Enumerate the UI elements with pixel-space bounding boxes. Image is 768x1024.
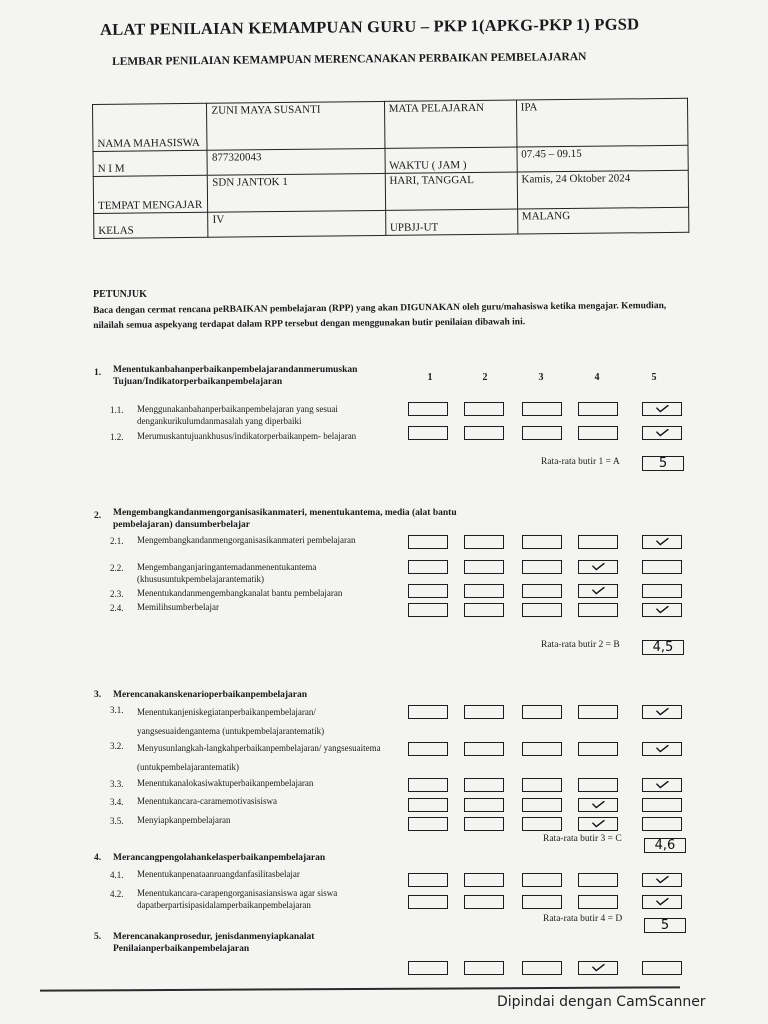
item-3-5-text: Menyiapkanpembelajaran [137, 815, 231, 825]
item-3-2-text: Menyusunlangkah-langkahperbaikanpembelajaran/ yangsesuaitema (untukpembelajarantematik) [137, 743, 381, 772]
rating-box-s3-i1-score-3[interactable] [522, 705, 562, 719]
rating-box-s3-i2-score-2[interactable] [464, 742, 504, 756]
camscanner-watermark: Dipindai dengan CamScanner [497, 994, 706, 1010]
section-5-number: 5. [94, 932, 102, 942]
rating-box-s3-i5-score-3[interactable] [522, 817, 562, 831]
section-4-title: Merancangpengolahankelasperbaikanpembelajaran [113, 853, 326, 863]
rating-box-s4-i1-score-5[interactable] [642, 873, 682, 887]
rating-box-s2-i3-score-1[interactable] [408, 584, 448, 598]
rating-box-s5-i1-score-5[interactable] [642, 961, 682, 975]
rating-box-s1-i2-score-4[interactable] [578, 426, 618, 440]
item-1-2-number: 1.2. [110, 432, 124, 442]
rating-box-s2-i4-score-4[interactable] [578, 603, 618, 617]
checkmark-icon [643, 706, 681, 718]
nim-label: N I M [93, 150, 208, 176]
rating-box-s3-i2-score-5[interactable] [642, 742, 682, 756]
item-3-4-number: 3.4. [110, 797, 124, 807]
scale-label-5: 5 [651, 372, 657, 383]
rating-box-s3-i4-score-4[interactable] [578, 798, 618, 812]
rating-box-s2-i3-score-2[interactable] [464, 584, 504, 598]
checkmark-icon [643, 403, 681, 415]
document-subtitle: LEMBAR PENILAIAN KEMAMPUAN MERENCANAKAN PERBAIKAN PEMBELAJARAN [112, 51, 587, 68]
waktu-label: WAKTU ( JAM ) [385, 147, 517, 173]
rating-box-s1-i1-score-3[interactable] [522, 402, 562, 416]
rating-box-s4-i2-score-5[interactable] [642, 895, 682, 909]
rating-box-s5-i1-score-1[interactable] [408, 961, 448, 975]
rating-box-s4-i1-score-3[interactable] [522, 873, 562, 887]
tempat-value: SDN JANTOK 1 [208, 173, 386, 212]
section-1-title: Menentukanbahanperbaikanpembelajarandanmerumuskan Tujuan/Indikatorperbaikanpembelajaran [113, 365, 358, 387]
item-2-2-number: 2.2. [110, 563, 124, 573]
item-2-2-text: Mengembanganjaringantemadanmenentukantema (khususuntukpembelajarantematik) [137, 562, 317, 584]
rating-box-s1-i1-score-5[interactable] [642, 402, 682, 416]
kelas-value: IV [208, 210, 385, 237]
section-1-average-value: 5 [642, 456, 684, 471]
item-1-1-number: 1.1. [110, 405, 124, 415]
rating-box-s2-i1-score-5[interactable] [642, 535, 682, 549]
rating-box-s1-i1-score-2[interactable] [464, 402, 504, 416]
rating-box-s4-i2-score-3[interactable] [522, 895, 562, 909]
item-1-1-text: Menggunakanbahanperbaikanpembelajaran yang sesuai dengankurikulumdanmasalah yang diperbaiki [137, 404, 338, 426]
section-2-average-value: 4,5 [642, 640, 684, 655]
section-5-title: Merencanakanprosedur, jenisdanmenyiapkanalat Penilaianperbaikanpembelajaran [113, 932, 315, 954]
checkmark-icon [643, 896, 681, 908]
rating-box-s2-i2-score-5[interactable] [642, 560, 682, 574]
rating-box-s3-i3-score-1[interactable] [408, 778, 448, 792]
rating-box-s3-i2-score-4[interactable] [578, 742, 618, 756]
kelas-label: KELAS [94, 212, 209, 238]
scale-label-1: 1 [427, 372, 433, 383]
section-3-average-value: 4,6 [644, 838, 686, 853]
item-3-3-number: 3.3. [110, 779, 124, 789]
rating-box-s3-i1-score-5[interactable] [642, 705, 682, 719]
rating-box-s1-i2-score-2[interactable] [464, 426, 504, 440]
checkmark-icon [579, 585, 617, 597]
rating-box-s1-i2-score-3[interactable] [522, 426, 562, 440]
nama-label: NAMA MAHASISWA [93, 103, 208, 151]
item-3-1-number: 3.1. [110, 705, 124, 715]
tempat-label: TEMPAT MENGAJAR [93, 175, 208, 213]
rating-box-s4-i1-score-4[interactable] [578, 873, 618, 887]
checkmark-icon [643, 536, 681, 548]
rating-box-s2-i2-score-1[interactable] [408, 560, 448, 574]
nim-value: 877320043 [207, 148, 384, 175]
checkmark-icon [643, 604, 681, 616]
rating-box-s1-i1-score-4[interactable] [578, 402, 618, 416]
rating-box-s2-i3-score-5[interactable] [642, 584, 682, 598]
rating-box-s3-i5-score-5[interactable] [642, 817, 682, 831]
scale-label-4: 4 [594, 372, 600, 383]
identity-table [92, 98, 689, 239]
rating-box-s3-i2-score-3[interactable] [522, 742, 562, 756]
rating-box-s4-i1-score-2[interactable] [464, 873, 504, 887]
scan-edge-line [40, 986, 680, 991]
scale-label-2: 2 [482, 372, 488, 383]
checkmark-icon [579, 818, 617, 830]
item-2-1-number: 2.1. [110, 536, 124, 546]
checkmark-icon [643, 427, 681, 439]
item-3-5-number: 3.5. [110, 816, 124, 826]
rating-box-s5-i1-score-3[interactable] [522, 961, 562, 975]
item-3-4-text: Menentukancara-caramemotivasisiswa [137, 796, 277, 806]
nama-value: ZUNI MAYA SUSANTI [207, 101, 385, 150]
section-3-number: 3. [94, 690, 102, 700]
section-3-title: Merencanakanskenarioperbaikanpembelajaran [113, 690, 308, 700]
mapel-label: MATA PELAJARAN [384, 100, 517, 148]
rating-box-s3-i1-score-1[interactable] [408, 705, 448, 719]
rating-box-s2-i1-score-3[interactable] [522, 535, 562, 549]
rating-box-s3-i1-score-4[interactable] [578, 705, 618, 719]
section-4-average-value: 5 [644, 918, 686, 933]
item-3-2-number: 3.2. [110, 741, 124, 751]
item-2-4-number: 2.4. [110, 603, 124, 613]
rating-box-s3-i3-score-2[interactable] [464, 778, 504, 792]
rating-box-s3-i4-score-5[interactable] [642, 798, 682, 812]
item-1-2-text: Merumuskantujuankhusus/indikatorperbaikanpem- belajaran [137, 431, 357, 441]
item-4-1-number: 4.1. [110, 870, 124, 880]
item-3-1-text: Menentukanjeniskegiatanperbaikanpembelajaran/ yangsesuaidengantema (untukpembelajarantematik) [137, 707, 325, 736]
section-4-average-label: Rata-rata butir 4 = D [543, 914, 623, 924]
rating-box-s2-i2-score-2[interactable] [464, 560, 504, 574]
rating-box-s3-i4-score-3[interactable] [522, 798, 562, 812]
item-4-1-text: Menentukanpenataanruangdanfasilitasbelajar [137, 869, 300, 879]
section-4-number: 4. [94, 853, 102, 863]
item-4-2-text: Menentukancara-carapengorganisasiansiswa agar siswa dapatberpartisipasidalamperbaikanpembelajaran [137, 888, 338, 910]
rating-box-s4-i1-score-1[interactable] [408, 873, 448, 887]
item-4-2-number: 4.2. [110, 889, 124, 899]
checkmark-icon [579, 799, 617, 811]
item-2-4-text: Memilihsumberbelajar [137, 602, 219, 612]
document-title: ALAT PENILAIAN KEMAMPUAN GURU – PKP 1(APKG-PKP 1) PGSD [100, 14, 640, 39]
rating-box-s2-i3-score-4[interactable] [578, 584, 618, 598]
rating-box-s4-i2-score-2[interactable] [464, 895, 504, 909]
section-1-number: 1. [94, 368, 102, 378]
waktu-value: 07.45 – 09.15 [517, 145, 689, 172]
section-2-number: 2. [94, 511, 102, 521]
rating-box-s3-i3-score-3[interactable] [522, 778, 562, 792]
section-1-average-label: Rata-rata butir 1 = A [541, 457, 620, 467]
rating-box-s2-i2-score-3[interactable] [522, 560, 562, 574]
rating-box-s2-i2-score-4[interactable] [578, 560, 618, 574]
rating-box-s3-i5-score-2[interactable] [464, 817, 504, 831]
hari-label: HARI, TANGGAL [385, 172, 517, 210]
rating-box-s2-i4-score-1[interactable] [408, 603, 448, 617]
rating-box-s3-i5-score-1[interactable] [408, 817, 448, 831]
hari-value: Kamis, 24 Oktober 2024 [517, 170, 689, 209]
checkmark-icon [643, 743, 681, 755]
rating-box-s2-i4-score-3[interactable] [522, 603, 562, 617]
item-2-3-number: 2.3. [110, 589, 124, 599]
rating-box-s2-i1-score-2[interactable] [464, 535, 504, 549]
petunjuk-heading: PETUNJUK [93, 289, 147, 300]
rating-box-s3-i3-score-5[interactable] [642, 778, 682, 792]
rating-box-s1-i2-score-1[interactable] [408, 426, 448, 440]
petunjuk-text: Baca dengan cermat rencana peRBAIKAN pembelajaran (RPP) yang akan DIGUNAKAN oleh guru/mahasiswa ketika mengajar. Kemudian, nilailah semua aspekyang terdapat dalam RPP tersebut dengan menggunakan butir penilaian dibawah ini. [93, 300, 667, 331]
rating-box-s5-i1-score-4[interactable] [578, 961, 618, 975]
item-2-3-text: Menentukandanmengembangkanalat bantu pembelajaran [137, 588, 343, 598]
rating-box-s4-i2-score-1[interactable] [408, 895, 448, 909]
rating-box-s2-i4-score-2[interactable] [464, 603, 504, 617]
checkmark-icon [643, 779, 681, 791]
rating-box-s1-i1-score-1[interactable] [408, 402, 448, 416]
upbjj-label: UPBJJ-UT [385, 209, 517, 235]
rating-box-s2-i1-score-1[interactable] [408, 535, 448, 549]
rating-box-s2-i1-score-4[interactable] [578, 535, 618, 549]
rating-box-s3-i4-score-2[interactable] [464, 798, 504, 812]
checkmark-icon [643, 874, 681, 886]
rating-box-s3-i3-score-4[interactable] [578, 778, 618, 792]
section-3-average-label: Rata-rata butir 3 = C [543, 834, 622, 844]
upbjj-value: MALANG [517, 207, 689, 234]
rating-box-s3-i2-score-1[interactable] [408, 742, 448, 756]
checkmark-icon [579, 561, 617, 573]
rating-box-s1-i2-score-5[interactable] [642, 426, 682, 440]
scale-label-3: 3 [538, 372, 544, 383]
rating-box-s5-i1-score-2[interactable] [464, 961, 504, 975]
rating-box-s3-i1-score-2[interactable] [464, 705, 504, 719]
rating-box-s3-i5-score-4[interactable] [578, 817, 618, 831]
section-2-average-label: Rata-rata butir 2 = B [541, 640, 620, 650]
mapel-value: IPA [516, 98, 688, 147]
section-2-title: Mengembangkandanmengorganisasikanmateri, menentukantema, media (alat bantu pembelajaran) dansumberbelajar [113, 508, 457, 530]
rating-box-s4-i2-score-4[interactable] [578, 895, 618, 909]
checkmark-icon [579, 962, 617, 974]
item-2-1-text: Mengembangkandanmengorganisasikanmateri pembelajaran [137, 535, 356, 545]
rating-box-s2-i4-score-5[interactable] [642, 603, 682, 617]
rating-box-s2-i3-score-3[interactable] [522, 584, 562, 598]
rating-box-s3-i4-score-1[interactable] [408, 798, 448, 812]
item-3-3-text: Menentukanalokasiwaktuperbaikanpembelajaran [137, 778, 314, 788]
